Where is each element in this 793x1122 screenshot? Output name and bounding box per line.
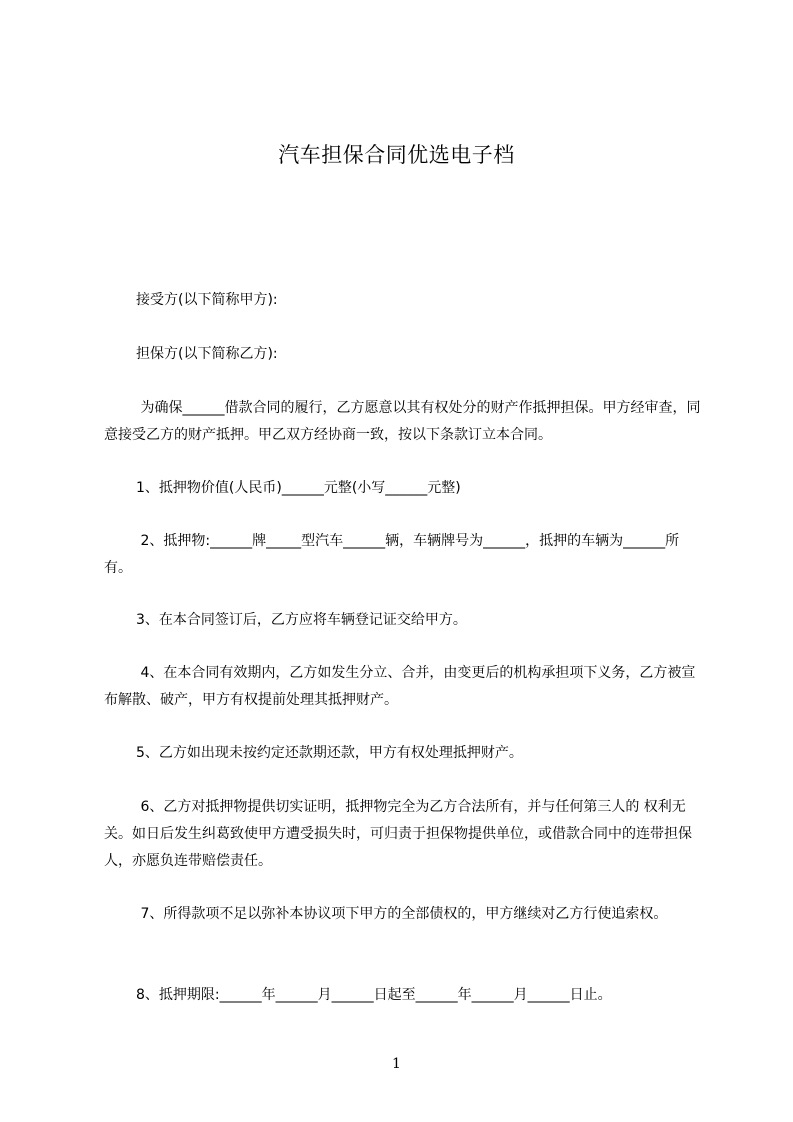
paragraph-recipient: 接受方(以下简称甲方): xyxy=(136,292,278,308)
clause-1: 1、抵押物价值(人民币)______元整(小写______元整) xyxy=(136,480,461,496)
clause-3: 3、在本合同签订后，乙方应将车辆登记证交给甲方。 xyxy=(136,612,467,628)
clause-6: 6、乙方对抵押物提供切实证明，抵押物完全为乙方合法所有，并与任何第三人的 权利无关。如日后发生纠葛致使甲方遭受损失时，可归责于担保物提供单位，或借款合同中的连带担保人，亦愿负连带赔偿责任。 xyxy=(104,799,692,869)
clause-7: 7、所得款项不足以弥补本协议项下甲方的全部债权的，甲方继续对乙方行使追索权。 xyxy=(136,906,668,922)
paragraph-preamble: 为确保______借款合同的履行，乙方愿意以其有权处分的财产作抵押担保。甲方经审查，同意接受乙方的财产抵押。甲乙双方经协商一致，按以下条款订立本合同。 xyxy=(104,400,701,443)
clause-5: 5、乙方如出现未按约定还款期还款，甲方有权处理抵押财产。 xyxy=(136,745,523,761)
document-title: 汽车担保合同优选电子档 xyxy=(278,143,515,167)
clause-8: 8、抵押期限:______年______月______日起至______年______月______日止。 xyxy=(136,987,612,1003)
clause-4: 4、在本合同有效期内，乙方如发生分立、合并，由变更后的机构承担项下义务，乙方被宣布解散、破产，甲方有权提前处理其抵押财产。 xyxy=(104,665,696,708)
page-number: 1 xyxy=(392,1056,401,1072)
clause-2: 2、抵押物:______牌_____型汽车______辆，车辆牌号为______，抵押的车辆为______所有。 xyxy=(104,533,680,576)
paragraph-guarantor: 担保方(以下简称乙方): xyxy=(136,346,278,362)
